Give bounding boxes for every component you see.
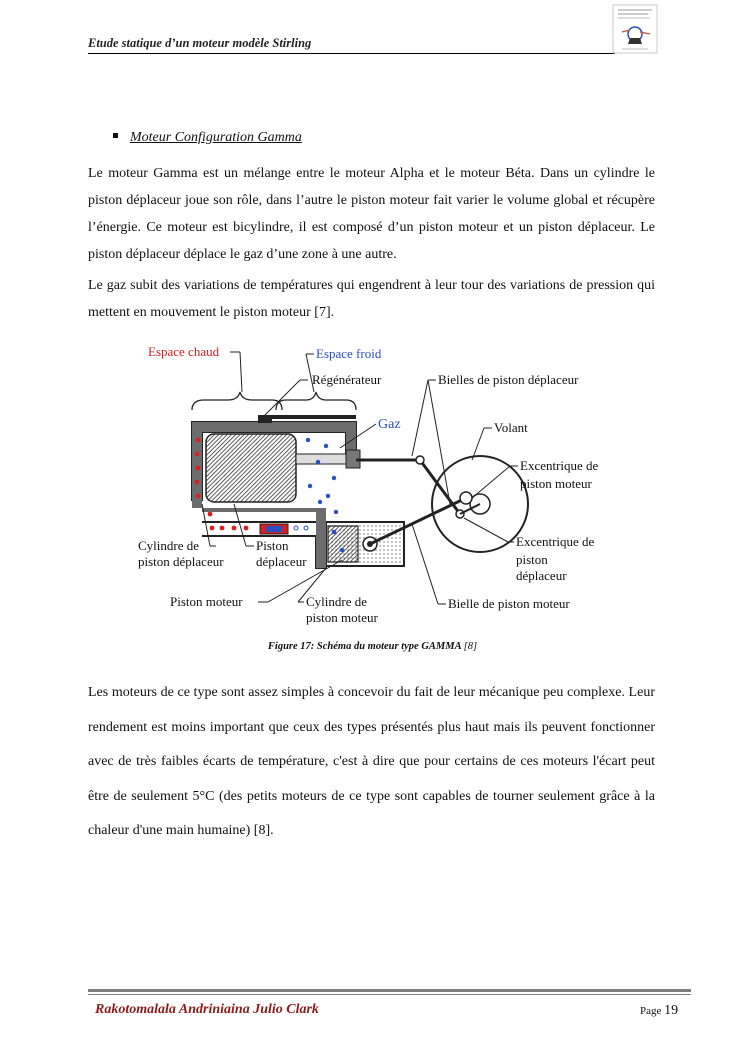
paragraph-intro: Le moteur Gamma est un mélange entre le moteur Alpha et le moteur Béta. Dans un cylindre le piston déplaceur joue son rôle, dans l’autre le piston moteur fait varier le volume global et récupère l’énergie. Ce moteur est bicylindre, il est composé d’un piston moteur et un piston déplaceur. Le piston déplaceur déplace le gaz d’une zone à une autre. <box>88 166 655 262</box>
label-piston-deplaceur-2: déplaceur <box>256 554 307 569</box>
label-cylindre-deplaceur-1: Cylindre de <box>138 538 200 553</box>
displacer-piston <box>206 434 296 502</box>
label-espace-chaud: Espace chaud <box>148 344 220 359</box>
displacer-connecting-rod <box>420 460 460 514</box>
label-cylindre-moteur-1: Cylindre de <box>306 594 368 609</box>
label-excentrique-deplaceur-1: Excentrique de <box>516 534 595 549</box>
label-cylindre-moteur-2: piston moteur <box>306 610 378 625</box>
footer-page <box>640 1003 678 1019</box>
bullet-square-icon <box>113 133 118 138</box>
footer-page-label: Page <box>640 1005 662 1017</box>
label-piston-moteur: Piston moteur <box>170 594 243 609</box>
section-heading-text: Moteur Configuration Gamma <box>130 130 302 145</box>
figure-caption <box>0 641 745 652</box>
footer-rule-thick <box>88 989 691 992</box>
label-espace-froid: Espace froid <box>316 346 382 361</box>
institution-logo <box>612 4 658 54</box>
figure-caption-ref: [8] <box>463 641 478 652</box>
cold-space-brace <box>276 392 356 410</box>
label-excentrique-deplaceur-2: piston <box>516 552 548 567</box>
label-gaz: Gaz <box>378 417 401 432</box>
running-header-title: Etude statique d’un moteur modèle Stirling <box>88 36 312 50</box>
hot-space-brace <box>192 392 282 410</box>
label-bielle-moteur: Bielle de piston moteur <box>448 596 570 611</box>
label-bielles-deplaceur: Bielles de piston déplaceur <box>438 372 579 387</box>
label-regenerateur: Régénérateur <box>312 372 382 387</box>
paragraph-gas: Le gaz subit des variations de températures qui engendrent à leur tour des variations de pression qui mettent en mouvement le piston moteur [7]. <box>88 278 655 320</box>
paragraph-conclusion: Les moteurs de ce type sont assez simples à concevoir du fait de leur mécanique peu complexe. Leur rendement est moins important que ceux des types présentés plus haut mais ils peuvent fonctionner avec de très faibles écarts de température, c'est à dire que pour certains de ces moteurs l'écart peut être de seulement 5°C (des petits moteurs de ce type sont capables de tourner seulement grâce à la chaleur d'une main humaine) [8]. <box>88 685 655 838</box>
section-heading <box>113 130 302 146</box>
label-cylindre-deplaceur-2: piston déplaceur <box>138 554 224 569</box>
label-excentrique-moteur-1: Excentrique de <box>520 458 599 473</box>
footer-rule-thin <box>88 994 691 995</box>
gamma-engine-diagram <box>130 336 630 632</box>
label-piston-deplaceur-1: Piston <box>256 538 289 553</box>
footer-author: Rakotomalala Andriniaina Julio Clark <box>95 1002 319 1017</box>
header-rule <box>88 53 615 54</box>
label-volant: Volant <box>494 420 528 435</box>
label-excentrique-deplaceur-3: déplaceur <box>516 568 567 583</box>
regenerator-block <box>258 415 272 423</box>
footer-page-number: 19 <box>664 1003 679 1018</box>
figure-caption-text: Figure 17: Schéma du moteur type GAMMA <box>267 641 462 652</box>
label-excentrique-moteur-2: piston moteur <box>520 476 592 491</box>
